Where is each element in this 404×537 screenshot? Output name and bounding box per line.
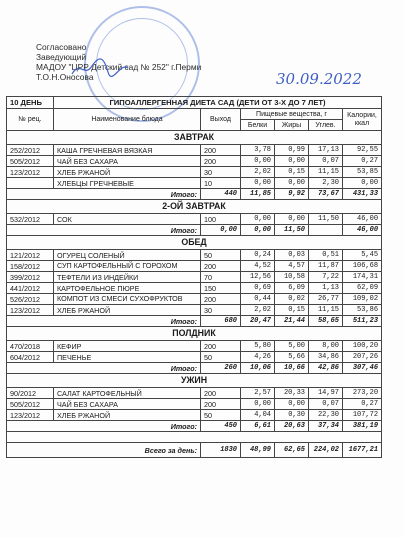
carbs-value: 11,87: [309, 261, 343, 272]
kcal-value: 0,00: [343, 178, 382, 189]
table-row: [7, 283, 382, 294]
section-row: [7, 131, 382, 145]
carbs-value: 7,22: [309, 272, 343, 283]
carbs-value: 22,30: [309, 410, 343, 421]
header-carbs: Углев.: [309, 120, 343, 131]
section-title: ПОЛДНИК: [7, 327, 382, 341]
recipe-number: 505/2012: [7, 156, 54, 167]
fat-value: 0,00: [275, 178, 309, 189]
dish-yield: 200: [201, 156, 241, 167]
kcal-value: 92,55: [343, 145, 382, 156]
carbs-value: 34,86: [309, 352, 343, 363]
protein-value: 0,00: [241, 178, 275, 189]
table-row: [7, 156, 382, 167]
table-row: [7, 388, 382, 399]
subtotal-yield: 0,00: [201, 225, 241, 236]
grand-total-fat: 62,65: [275, 443, 309, 458]
handwritten-date: 30.09.2022: [276, 70, 362, 88]
subtotal-row: [7, 363, 382, 374]
subtotal-fat: 21,44: [275, 316, 309, 327]
dish-yield: 200: [201, 261, 241, 272]
protein-value: 0,69: [241, 283, 275, 294]
carbs-value: 0,51: [309, 250, 343, 261]
dish-yield: 200: [201, 294, 241, 305]
dish-yield: 50: [201, 250, 241, 261]
dish-yield: 200: [201, 341, 241, 352]
signature: [70, 56, 130, 80]
subtotal-row: [7, 421, 382, 432]
table-row: [7, 305, 382, 316]
recipe-number: 158/2012: [7, 261, 54, 272]
fat-value: 10,58: [275, 272, 309, 283]
carbs-value: 26,77: [309, 294, 343, 305]
protein-value: 5,80: [241, 341, 275, 352]
recipe-number: [7, 178, 54, 189]
table-title-row: [7, 97, 382, 109]
fat-value: 0,02: [275, 294, 309, 305]
fat-value: 0,00: [275, 214, 309, 225]
dish-yield: 50: [201, 352, 241, 363]
subtotal-carbs: 42,86: [309, 363, 343, 374]
dish-name: КОМПОТ ИЗ СМЕСИ СУХОФРУКТОВ: [54, 294, 201, 305]
diet-title: ГИПОАЛЛЕРГЕННАЯ ДИЕТА САД (ДЕТИ ОТ 3-Х ДО 7 ЛЕТ): [54, 97, 382, 109]
recipe-number: 252/2012: [7, 145, 54, 156]
dish-yield: 200: [201, 399, 241, 410]
kcal-value: 174,31: [343, 272, 382, 283]
table-row: [7, 261, 382, 272]
protein-value: 0,44: [241, 294, 275, 305]
subtotal-kcal: 46,00: [343, 225, 382, 236]
dish-name: ПЕЧЕНЬЕ: [54, 352, 201, 363]
section-title: ОБЕД: [7, 236, 382, 250]
dish-yield: 100: [201, 214, 241, 225]
subtotal-kcal: 381,19: [343, 421, 382, 432]
subtotal-protein: 11,85: [241, 189, 275, 200]
fat-value: 0,15: [275, 305, 309, 316]
protein-value: 2,02: [241, 167, 275, 178]
subtotal-fat: 10,66: [275, 363, 309, 374]
dish-yield: 150: [201, 283, 241, 294]
table-row: [7, 410, 382, 421]
subtotal-yield: 450: [201, 421, 241, 432]
subtotal-label: Итого:: [7, 189, 201, 200]
section-row: [7, 236, 382, 250]
protein-value: 4,04: [241, 410, 275, 421]
subtotal-yield: 680: [201, 316, 241, 327]
carbs-value: 14,97: [309, 388, 343, 399]
spacer-row: [7, 432, 382, 443]
kcal-value: 107,72: [343, 410, 382, 421]
fat-value: 5,66: [275, 352, 309, 363]
fat-value: 0,03: [275, 250, 309, 261]
table-row: [7, 167, 382, 178]
dish-name: КАША ГРЕЧНЕВАЯ ВЯЗКАЯ: [54, 145, 201, 156]
subtotal-kcal: 307,46: [343, 363, 382, 374]
grand-total-label: Всего за день:: [7, 443, 201, 458]
dish-yield: 30: [201, 305, 241, 316]
carbs-value: 2,30: [309, 178, 343, 189]
recipe-number: 532/2012: [7, 214, 54, 225]
subtotal-yield: 260: [201, 363, 241, 374]
header-kcal: Калории, ккал: [343, 109, 382, 131]
protein-value: 0,00: [241, 214, 275, 225]
table-row: [7, 399, 382, 410]
subtotal-kcal: 511,23: [343, 316, 382, 327]
protein-value: 3,78: [241, 145, 275, 156]
header-recipe: № рец.: [7, 109, 54, 131]
protein-value: 4,52: [241, 261, 275, 272]
subtotal-label: Итого:: [7, 363, 201, 374]
fat-value: 0,99: [275, 145, 309, 156]
dish-yield: 70: [201, 272, 241, 283]
recipe-number: 604/2012: [7, 352, 54, 363]
subtotal-carbs: 37,34: [309, 421, 343, 432]
table-row: [7, 272, 382, 283]
kcal-value: 0,27: [343, 399, 382, 410]
recipe-number: 123/2012: [7, 167, 54, 178]
kcal-value: 5,45: [343, 250, 382, 261]
table-row: [7, 250, 382, 261]
grand-total-kcal: 1677,21: [343, 443, 382, 458]
carbs-value: 17,13: [309, 145, 343, 156]
protein-value: 2,57: [241, 388, 275, 399]
fat-value: 0,15: [275, 167, 309, 178]
subtotal-label: Итого:: [7, 421, 201, 432]
kcal-value: 109,02: [343, 294, 382, 305]
dish-yield: 10: [201, 178, 241, 189]
recipe-number: 441/2012: [7, 283, 54, 294]
protein-value: 12,56: [241, 272, 275, 283]
subtotal-kcal: 431,33: [343, 189, 382, 200]
subtotal-row: [7, 225, 382, 236]
subtotal-protein: 20,47: [241, 316, 275, 327]
protein-value: 0,00: [241, 156, 275, 167]
kcal-value: 62,09: [343, 283, 382, 294]
dish-yield: 50: [201, 410, 241, 421]
table-row: [7, 341, 382, 352]
recipe-number: 123/2012: [7, 305, 54, 316]
kcal-value: 106,68: [343, 261, 382, 272]
dish-name: ЧАЙ БЕЗ САХАРА: [54, 156, 201, 167]
table-row: [7, 294, 382, 305]
dish-name: СОК: [54, 214, 201, 225]
recipe-number: 470/2018: [7, 341, 54, 352]
dish-name: КАРТОФЕЛЬНОЕ ПЮРЕ: [54, 283, 201, 294]
approval-line: МАДОУ "ЦРР Детский сад № 252" г.Перми: [36, 62, 202, 72]
section-row: [7, 327, 382, 341]
carbs-value: 11,15: [309, 305, 343, 316]
grand-total-yield: 1830: [201, 443, 241, 458]
spacer-cell: [7, 432, 382, 443]
table-row: [7, 145, 382, 156]
kcal-value: 207,26: [343, 352, 382, 363]
carbs-value: 8,00: [309, 341, 343, 352]
kcal-value: 53,85: [343, 167, 382, 178]
fat-value: 0,00: [275, 399, 309, 410]
dish-yield: 200: [201, 145, 241, 156]
subtotal-row: [7, 316, 382, 327]
header-protein: Белки: [241, 120, 275, 131]
recipe-number: 399/2012: [7, 272, 54, 283]
section-row: [7, 374, 382, 388]
section-title: УЖИН: [7, 374, 382, 388]
kcal-value: 53,86: [343, 305, 382, 316]
table-row: [7, 352, 382, 363]
recipe-number: 526/2012: [7, 294, 54, 305]
subtotal-row: [7, 189, 382, 200]
day-label: 10 ДЕНЬ: [7, 97, 54, 109]
carbs-value: 11,15: [309, 167, 343, 178]
recipe-number: 505/2012: [7, 399, 54, 410]
fat-value: 0,30: [275, 410, 309, 421]
grand-total-row: [7, 443, 382, 458]
protein-value: 4,26: [241, 352, 275, 363]
kcal-value: 273,20: [343, 388, 382, 399]
kcal-value: 46,00: [343, 214, 382, 225]
subtotal-fat: 9,92: [275, 189, 309, 200]
section-row: [7, 200, 382, 214]
dish-name: ХЛЕБ РЖАНОЙ: [54, 305, 201, 316]
protein-value: 0,00: [241, 399, 275, 410]
dish-name: САЛАТ КАРТОФЕЛЬНЫЙ: [54, 388, 201, 399]
kcal-value: 100,20: [343, 341, 382, 352]
dish-name: ЧАЙ БЕЗ САХАРА: [54, 399, 201, 410]
approval-line: Т.О.Н.Оносова: [36, 72, 94, 82]
dish-yield: 30: [201, 167, 241, 178]
protein-value: 0,24: [241, 250, 275, 261]
subtotal-fat: 20,63: [275, 421, 309, 432]
carbs-value: 0,07: [309, 156, 343, 167]
header-nutrients: Пищевые вещества, г: [241, 109, 343, 120]
dish-name: ХЛЕБЦЫ ГРЕЧНЕВЫЕ: [54, 178, 201, 189]
dish-name: ОГУРЕЦ СОЛЕНЫЙ: [54, 250, 201, 261]
header-yield: Выход: [201, 109, 241, 131]
approval-line: Согласовано: [36, 42, 87, 52]
carbs-value: 0,07: [309, 399, 343, 410]
subtotal-yield: 440: [201, 189, 241, 200]
recipe-number: 90/2012: [7, 388, 54, 399]
dish-name: СУП КАРТОФЕЛЬНЫЙ С ГОРОХОМ: [54, 261, 201, 272]
section-title: ЗАВТРАК: [7, 131, 382, 145]
recipe-number: 121/2012: [7, 250, 54, 261]
fat-value: 20,33: [275, 388, 309, 399]
menu-table: [6, 96, 382, 458]
carbs-value: 1,13: [309, 283, 343, 294]
table-row: [7, 214, 382, 225]
subtotal-fat: 11,50: [275, 225, 309, 236]
section-title: 2-ОЙ ЗАВТРАК: [7, 200, 382, 214]
fat-value: 6,09: [275, 283, 309, 294]
header-fat: Жиры: [275, 120, 309, 131]
header-name: Наименование блюда: [54, 109, 201, 131]
dish-yield: 200: [201, 388, 241, 399]
subtotal-protein: 10,06: [241, 363, 275, 374]
header-row: [7, 109, 382, 120]
dish-name: ХЛЕБ РЖАНОЙ: [54, 410, 201, 421]
dish-name: ХЛЕБ РЖАНОЙ: [54, 167, 201, 178]
grand-total-protein: 48,99: [241, 443, 275, 458]
fat-value: 0,00: [275, 156, 309, 167]
dish-name: КЕФИР: [54, 341, 201, 352]
subtotal-carbs: [309, 225, 343, 236]
subtotal-label: Итого:: [7, 225, 201, 236]
protein-value: 2,02: [241, 305, 275, 316]
table-row: [7, 178, 382, 189]
grand-total-carbs: 224,02: [309, 443, 343, 458]
recipe-number: 123/2012: [7, 410, 54, 421]
kcal-value: 0,27: [343, 156, 382, 167]
dish-name: ТЕФТЕЛИ ИЗ ИНДЕЙКИ: [54, 272, 201, 283]
fat-value: 5,00: [275, 341, 309, 352]
subtotal-carbs: 73,67: [309, 189, 343, 200]
fat-value: 4,57: [275, 261, 309, 272]
approval-line: Заведующий: [36, 52, 87, 62]
carbs-value: 11,50: [309, 214, 343, 225]
subtotal-protein: 0,00: [241, 225, 275, 236]
subtotal-label: Итого:: [7, 316, 201, 327]
subtotal-protein: 6,61: [241, 421, 275, 432]
subtotal-carbs: 58,65: [309, 316, 343, 327]
